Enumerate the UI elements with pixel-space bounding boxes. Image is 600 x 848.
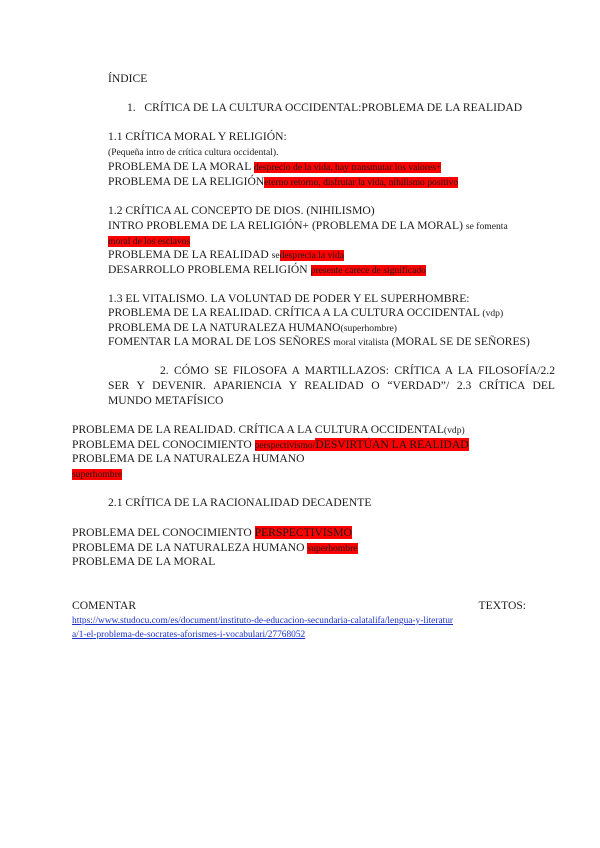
s12-intro-line (108, 219, 508, 234)
s13-line-2-text: PROBLEMA DE LA NATURALEZA HUMANO (108, 321, 341, 334)
s11-note: (Pequeña intro de crítica cultura occidental). (108, 147, 279, 158)
b2-superhombre-line (72, 467, 122, 482)
s13-line-1-small: (vdp) (482, 308, 504, 319)
b2-conocimiento-label: PROBLEMA DEL CONOCIMIENTO (72, 438, 252, 451)
section-1-number: 1. (127, 101, 136, 114)
section-2-line-3: MUNDO METAFÍSICO (108, 394, 224, 407)
b2-realidad-line (72, 423, 465, 438)
s12-realidad-highlight: desprecia la vida (279, 250, 345, 261)
s12-realidad-se: se (271, 250, 280, 261)
s11-heading: 1.1 CRÍTICA MORAL Y RELIGIÓN: (108, 130, 287, 143)
s13-line-2 (108, 321, 397, 336)
s13-line-1 (108, 306, 503, 321)
section-1-title: CRÍTICA DE LA CULTURA OCCIDENTAL:PROBLEMA DE LA REALIDAD (144, 101, 523, 114)
section-2-indent (108, 364, 160, 378)
s11-religion-line (108, 175, 458, 190)
footer-comentar: COMENTAR (72, 599, 137, 612)
b2-conocimiento-line (72, 438, 469, 453)
footer-row (72, 599, 526, 613)
s13-heading: 1.3 EL VITALISMO. LA VOLUNTAD DE PODER Y EL SUPERHOMBRE: (108, 292, 470, 305)
b2-realidad-small: (vdp) (443, 425, 465, 436)
b2-superhombre-highlight: superhombre (72, 469, 123, 480)
s11-moral-label: PROBLEMA DE LA MORAL (108, 160, 251, 173)
s13-line-3 (108, 335, 530, 350)
s12-realidad-line (108, 248, 344, 263)
s13-line-1-text: PROBLEMA DE LA REALIDAD. CRÍTICA A LA CULTURA OCCIDENTAL (108, 306, 480, 319)
s13-line-2-small: (superhombre) (340, 323, 398, 334)
section-2-line-1-text: 2. CÓMO SE FILOSOFA A MARTILLAZOS: CRÍTICA A LA FILOSOFÍA/2.2 (160, 364, 555, 377)
s21-naturaleza-highlight: superhombre (307, 543, 358, 554)
s21-naturaleza-line (72, 541, 358, 556)
b2-realidad: PROBLEMA DE LA REALIDAD. CRÍTICA A LA CULTURA OCCIDENTAL (72, 423, 444, 436)
s13-line-3-small: moral vitalista (333, 337, 389, 348)
s12-desarrollo-highlight: presente carece de significado (310, 265, 426, 276)
b2-naturaleza-line: PROBLEMA DE LA NATURALEZA HUMANO (72, 452, 305, 465)
s21-conocimiento-highlight: PERSPECTIVISMO (254, 526, 352, 539)
s11-moral-highlight: desprecio de la vida, hay transmutar los valores+ (253, 162, 442, 173)
b2-conocimiento-highlight: DESVIRTÚAN LA REALIDAD (315, 438, 469, 451)
footer-link-line-1[interactable]: https://www.studocu.com/es/document/instituto-de-educacion-secundaria-calatalifa/lengua-y-literatur (72, 616, 454, 626)
section-2-line-1 (108, 364, 555, 378)
s21-naturaleza-label: PROBLEMA DE LA NATURALEZA HUMANO (72, 541, 305, 554)
index-title: ÍNDICE (108, 72, 148, 85)
b2-conocimiento-highlight-small: perspectivismo/ (254, 440, 316, 451)
section-2-heading (108, 364, 555, 408)
s11-moral-line (108, 160, 441, 175)
s13-line-3-text: FOMENTAR LA MORAL DE LOS SEÑORES (108, 335, 331, 348)
footer-link-line-2[interactable]: a/1-el-problema-de-socrates-aforismes-i-vocabulari/27768052 (72, 630, 306, 640)
section-2-line-2: SER Y DEVENIR. APARIENCIA Y REALIDAD O “VERDAD”/ 2.3 CRÍTICA DEL (108, 379, 555, 392)
section-1-heading (127, 101, 522, 115)
s13-line-3-end: (MORAL SE DE SEÑORES) (391, 335, 530, 348)
s12-intro: INTRO PROBLEMA DE LA RELIGIÓN+ (PROBLEMA DE LA MORAL) (108, 219, 463, 232)
s21-conocimiento-label: PROBLEMA DEL CONOCIMIENTO (72, 526, 252, 539)
s12-esclavos-line (108, 234, 190, 249)
s11-religion-label: PROBLEMA DE LA RELIGIÓN (108, 175, 265, 188)
s11-religion-highlight: eterno retorno, disfrutar la vida, nihilismo positivo (264, 177, 459, 188)
s21-heading: 2.1 CRÍTICA DE LA RACIONALIDAD DECADENTE (108, 496, 372, 509)
footer-textos: TEXTOS: (478, 599, 526, 612)
s12-intro-small: se fomenta (465, 221, 508, 232)
s21-moral-line: PROBLEMA DE LA MORAL (72, 555, 216, 568)
s12-esclavos-highlight: moral de los esclavos (108, 236, 191, 247)
s12-realidad-label: PROBLEMA DE LA REALIDAD (108, 248, 269, 261)
s21-conocimiento-line (72, 526, 352, 540)
s12-desarrollo-label: DESARROLLO PROBLEMA RELIGIÓN (108, 263, 308, 276)
s12-heading: 1.2 CRÍTICA AL CONCEPTO DE DIOS. (NIHILISMO) (108, 204, 375, 217)
s12-desarrollo-line (108, 263, 426, 278)
